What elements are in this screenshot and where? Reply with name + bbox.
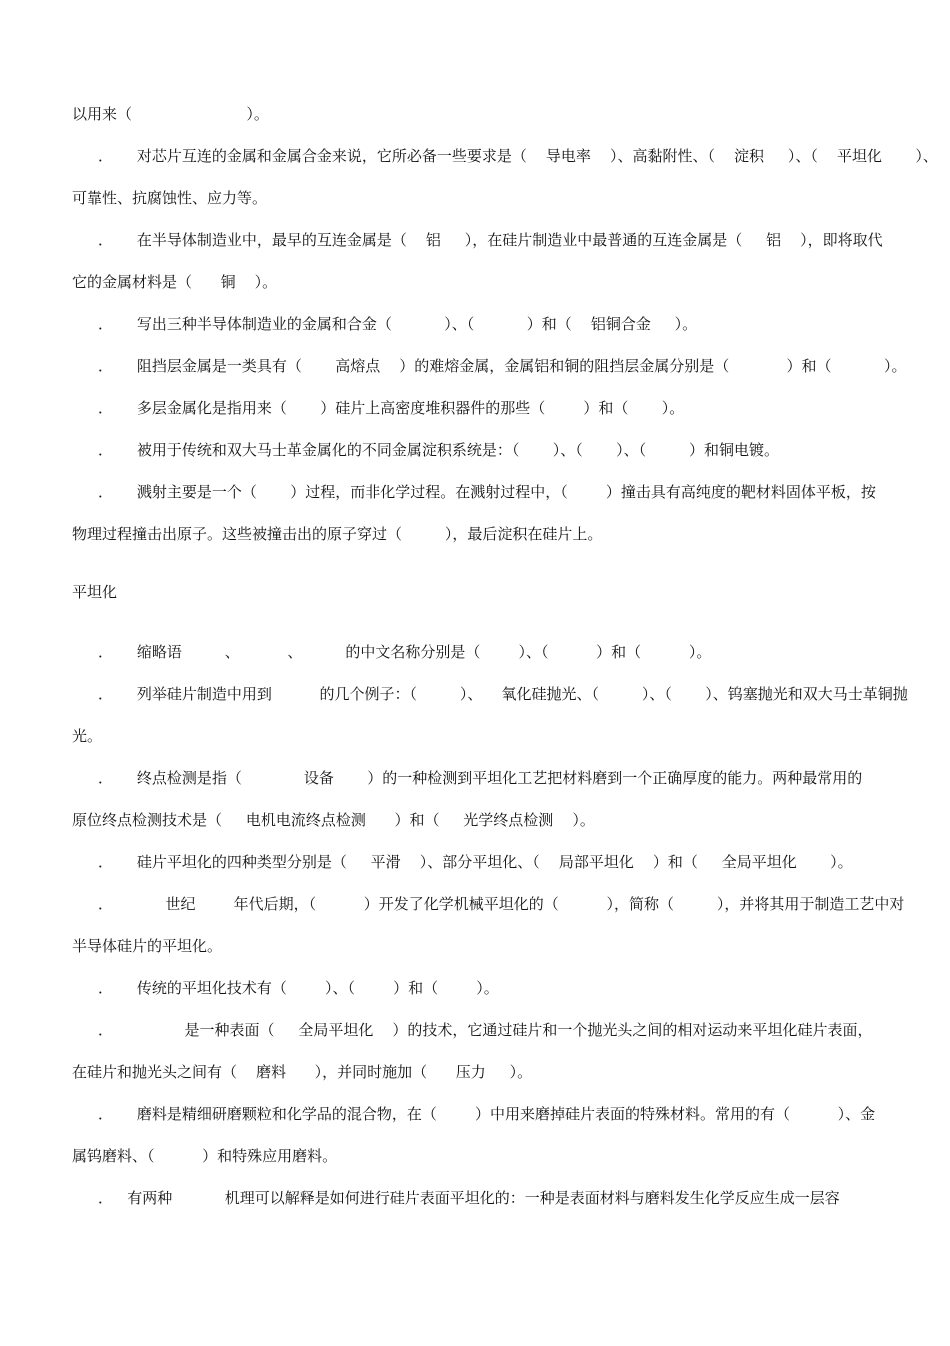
text-line: 在硅片和抛光头之间有（ 磨料 ），并同时施加（ 压力 ）。 bbox=[72, 1063, 533, 1081]
text-line: 它的金属材料是（ 铜 ）。 bbox=[72, 273, 278, 291]
text-line: 半导体硅片的平坦化。 bbox=[72, 937, 223, 955]
text-line: ． 磨料是精细研磨颗粒和化学品的混合物，在（ ）中用来磨掉硅片表面的特殊材料。常用的有（ ）、金 bbox=[98, 1105, 876, 1123]
text-line: 可靠性、抗腐蚀性、应力等。 bbox=[72, 189, 268, 207]
section-heading: 平坦化 bbox=[72, 583, 118, 601]
text-line: ． 阻挡层金属是一类具有（ 高熔点 ）的难熔金属，金属铝和铜的阻挡层金属分别是（ ）和（ ）。 bbox=[98, 357, 907, 375]
text-line: ． 溅射主要是一个（ ）过程，而非化学过程。在溅射过程中，（ ）撞击具有高纯度的靶材料固体平板，按 bbox=[98, 483, 876, 501]
text-line: ． 对芯片互连的金属和金属合金来说，它所必备一些要求是（ 导电率 ）、高黏附性、（ 淀积 ）、（ 平坦化 ）、 bbox=[98, 147, 938, 165]
text-line: 以用来（ ）。 bbox=[72, 105, 269, 123]
text-line: 属钨磨料、（ ）和特殊应用磨料。 bbox=[72, 1147, 338, 1165]
text-line: ． 被用于传统和双大马士革金属化的不同金属淀积系统是：（ ）、（ ）、（ ）和铜电镀。 bbox=[98, 441, 780, 459]
text-line: 原位终点检测技术是（ 电机电流终点检测 ）和（ 光学终点检测 ）。 bbox=[72, 811, 595, 829]
text-line: ． 在半导体制造业中，最早的互连金属是（ 铝 ），在硅片制造业中最普通的互连金属是（ 铝 ），即将取代 bbox=[98, 231, 883, 249]
text-line: ． 是一种表面（ 全局平坦化 ）的技术，它通过硅片和一个抛光头之间的相对运动来平坦化硅片表面， bbox=[98, 1021, 873, 1039]
text-line: ． 传统的平坦化技术有（ ）、（ ）和（ ）。 bbox=[98, 979, 499, 997]
text-line: ． 终点检测是指（ 设备 ）的一种检测到平坦化工艺把材料磨到一个正确厚度的能力。两种最常用的 bbox=[98, 769, 863, 787]
text-line: ． 缩略语 、 、 的中文名称分别是（ ）、（ ）和（ ）。 bbox=[98, 643, 712, 661]
text-line: ． 列举硅片制造中用到 的几个例子：（ ）、 氧化硅抛光、（ ）、（ ）、钨塞抛光和双大马士革铜抛 bbox=[98, 685, 908, 703]
text-line: ． 世纪 年代后期，（ ）开发了化学机械平坦化的（ ），简称（ ），并将其用于制造工艺中对 bbox=[98, 895, 905, 913]
text-line: 光。 bbox=[72, 727, 103, 745]
text-line: ． 多层金属化是指用来（ ）硅片上高密度堆积器件的那些（ ）和（ ）。 bbox=[98, 399, 685, 417]
text-line: ． 有两种 机理可以解释是如何进行硅片表面平坦化的：一种是表面材料与磨料发生化学反应生成一层容 bbox=[98, 1189, 840, 1207]
text-line: ． 写出三种半导体制造业的金属和合金（ ）、（ ）和（ 铝铜合金 ）。 bbox=[98, 315, 698, 333]
text-line: ． 硅片平坦化的四种类型分别是（ 平滑 ）、部分平坦化、（ 局部平坦化 ）和（ 全局平坦化 ）。 bbox=[98, 853, 853, 871]
text-line: 物理过程撞击出原子。这些被撞击出的原子穿过（ ），最后淀积在硅片上。 bbox=[72, 525, 603, 543]
